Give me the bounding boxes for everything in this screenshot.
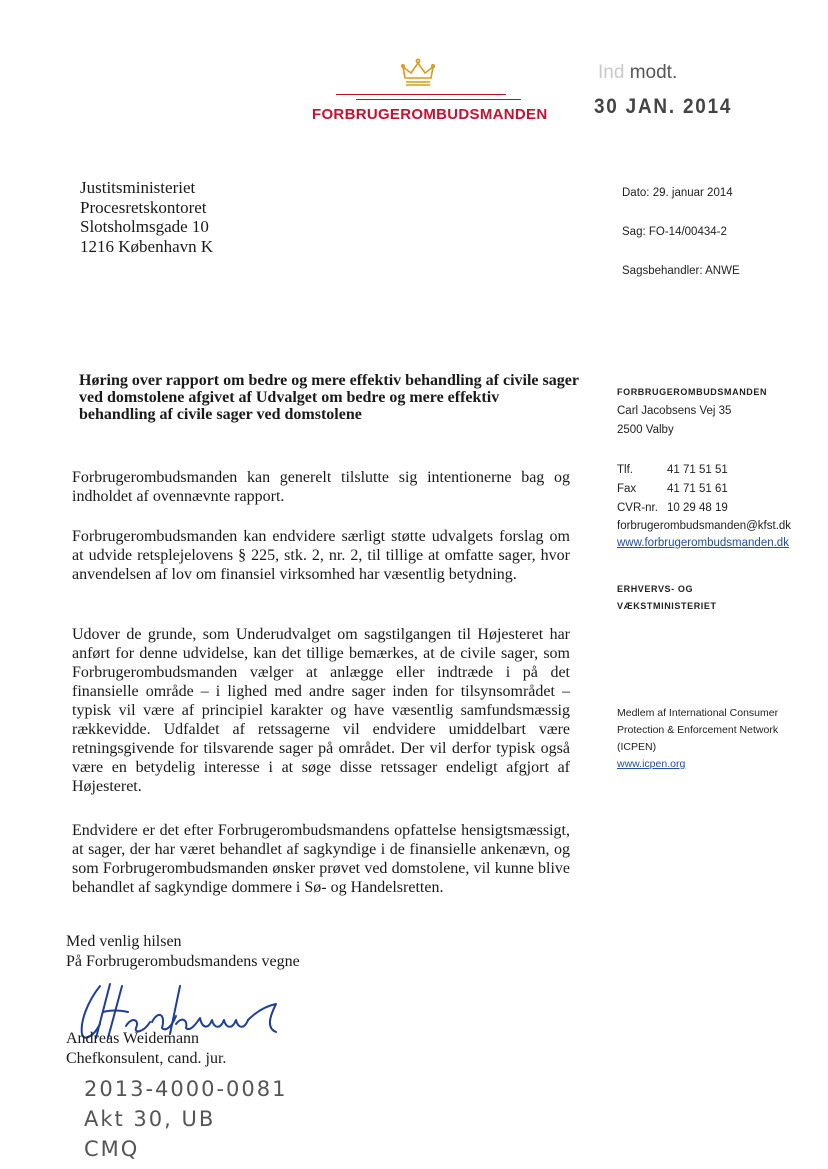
closing-on-behalf: På Forbrugerombudsmandens vegne (66, 953, 300, 970)
recipient-address (80, 178, 213, 256)
handwritten-line: Akt 30, UB (84, 1107, 216, 1131)
paragraph-text: Endvidere er det efter Forbrugerombudsmandens opfattelse hensigtsmæssigt, at sager, der har været behandlet af sagkyndige i de finansielle ankenævn, og som Forbrugerombudsmanden ønsker prøvet ved domstolene, vil kunne blive behandlet af sagkyndige dommere i Sø- og Handelsretten. (72, 822, 570, 896)
sender-email: forbrugerombudsmanden@kfst.dk (617, 520, 792, 532)
recipient-line: Slotsholmsgade 10 (80, 217, 209, 236)
icpen-link[interactable]: www.icpen.org (617, 758, 686, 770)
fax-label: Fax (617, 483, 637, 495)
crown-icon (400, 58, 436, 88)
closing-block (66, 932, 300, 972)
sender-contact (617, 461, 791, 552)
body-paragraph-4 (72, 821, 570, 897)
case-handler (622, 265, 740, 277)
handler-value: ANWE (705, 265, 740, 277)
handwritten-annotation (84, 1074, 288, 1164)
letter-subject: Høring over rapport om bedre og mere effektiv behandling af civile sager ved domstolene afgivet af Udvalget om bedre og mere effektiv behandling af civile sager ved domstolene (79, 372, 579, 423)
case-label: Sag: (622, 226, 646, 238)
received-stamp-label (598, 62, 677, 84)
body-paragraph-2 (72, 527, 570, 584)
handler-label: Sagsbehandler: (622, 265, 703, 277)
icpen-line: (ICPEN) (617, 741, 657, 753)
closing-greeting: Med venlig hilsen (66, 933, 182, 950)
cvr-value: 10 29 48 19 (667, 502, 728, 514)
body-paragraph-3 (72, 625, 570, 796)
icpen-line: Medlem af International Consumer (617, 707, 779, 719)
sender-name: FORBRUGEROMBUDSMANDEN (617, 387, 768, 397)
body-paragraph-1 (72, 468, 570, 506)
date-label: Dato: (622, 187, 650, 199)
icpen-line: Protection & Enforcement Network (617, 724, 779, 736)
ministry-line: ERHVERVS- OG (617, 584, 694, 594)
case-value: FO-14/00434-2 (648, 226, 727, 238)
recipient-line: 1216 København K (80, 236, 214, 256)
ministry-block (617, 581, 717, 615)
cvr-label: CVR-nr. (617, 502, 658, 514)
paragraph-text: Forbrugerombudsmanden kan endvidere særligt støtte udvalgets forslag om at udvide retsplejelovens § 225, stk. 2, nr. 2, til tillige at omfatte sager, hvor anvendelsen af lov om finansiel virksomhed har væsentlig betydning. (72, 528, 570, 583)
sender-block (617, 383, 767, 440)
handwritten-line: CMQ (84, 1137, 140, 1161)
cvr-row (617, 499, 791, 518)
paragraph-text: Udover de grunde, som Underudvalget om sagstilgangen til Højesteret har anført for denne udvidelse, kan det tillige bemærkes, at de civile sager, som Forbrugerombudsmanden vælger at anlægge eller indtræde i på det finansielle område – i lighed med andre sager inden for tilsynsområdet – typisk vil være af principiel karakter og have væsentlig samfundsmæssig rækkevidde. Udfaldet af retssagerne vil endvidere umiddelbart være retningsgivende for tilsvarende sager på området. Der vil derfor typisk også være en betydelig interesse i at søge disse retssager endeligt afgjort af Højesteret. (72, 626, 570, 795)
signatory-name: Andreas Weidemann (66, 1030, 200, 1047)
received-stamp-date: 30 JAN. 2014 (594, 95, 733, 118)
fax-row (617, 480, 791, 499)
logo-rule-bottom (356, 99, 521, 100)
recipient-line: Justitsministeriet (80, 178, 196, 197)
received-stamp-text: modt. (629, 62, 678, 83)
signatory-title: Chefkonsulent, cand. jur. (66, 1050, 227, 1067)
handwritten-line: 2013-4000-0081 (84, 1077, 288, 1101)
letter-date (622, 187, 733, 199)
phone-value: 41 71 51 51 (667, 464, 728, 476)
date-value: 29. januar 2014 (652, 187, 733, 199)
phone-label: Tlf. (617, 464, 633, 476)
recipient-line: Procesretskontoret (80, 197, 207, 217)
sender-website-link[interactable]: www.forbrugerombudsmanden.dk (617, 537, 789, 549)
received-stamp-prefix: Ind (598, 62, 625, 83)
sender-street: Carl Jacobsens Vej 35 (617, 405, 732, 417)
fax-value: 41 71 51 61 (667, 483, 728, 495)
case-number (622, 226, 727, 238)
ministry-line: VÆKSTMINISTERIET (617, 601, 717, 611)
org-logo-text: FORBRUGEROMBUDSMANDEN (312, 106, 548, 123)
paragraph-text: Forbrugerombudsmanden kan generelt tilslutte sig intentionerne bag og indholdet af ovennævnte rapport. (72, 469, 570, 505)
icpen-block (617, 705, 778, 773)
signatory (66, 1029, 226, 1069)
sender-city: 2500 Valby (617, 424, 674, 436)
logo-rule-top (336, 94, 506, 95)
phone-row (617, 461, 791, 480)
